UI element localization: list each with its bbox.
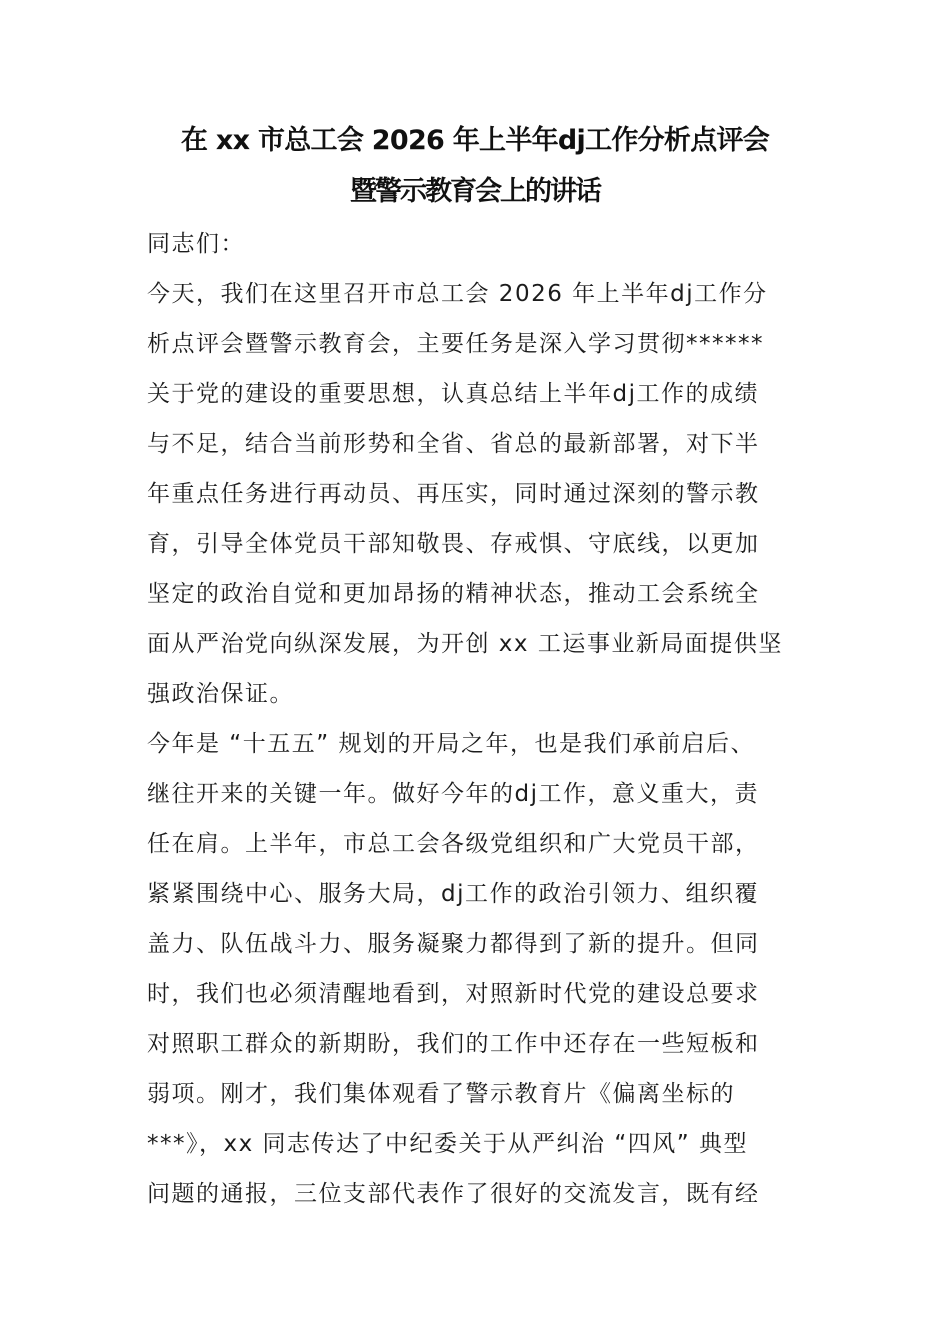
document-title-line-2: 暨警示教育会上的讲话 (350, 176, 600, 207)
paragraph-2-line: 弱项。刚才，我们集体观看了警示教育片《偏离坐标的 (147, 1081, 735, 1107)
paragraph-2-line: 任在肩。上半年，市总工会各级党组织和广大党员干部， (147, 831, 760, 857)
paragraph-1-line: 坚定的政治自觉和更加昂扬的精神状态，推动工会系统全 (147, 581, 760, 607)
paragraph-2-line: 紧紧围绕中心、服务大局，dj工作的政治引领力、组织覆 (147, 881, 759, 907)
paragraph-1-line: 年重点任务进行再动员、再压实，同时通过深刻的警示教 (147, 481, 760, 507)
paragraph-1-line: 强政治保证。 (147, 681, 294, 707)
paragraph-1-line: 关于党的建设的重要思想，认真总结上半年dj工作的成绩 (147, 381, 759, 407)
paragraph-1-line: 与不足，结合当前形势和全省、省总的最新部署，对下半 (147, 431, 760, 457)
document-title-line-1: 在 xx 市总工会 2026 年上半年dj工作分析点评会 (180, 125, 770, 156)
paragraph-2-line: 今年是 “十五五” 规划的开局之年，也是我们承前启后、 (147, 731, 755, 757)
paragraph-2-line: 问题的通报，三位支部代表作了很好的交流发言，既有经 (147, 1181, 760, 1207)
paragraph-2-line: 时，我们也必须清醒地看到，对照新时代党的建设总要求 (147, 981, 760, 1007)
paragraph-2-line: 继往开来的关键一年。做好今年的dj工作，意义重大，责 (147, 781, 759, 807)
paragraph-1-line: 析点评会暨警示教育会，主要任务是深入学习贯彻****** (147, 331, 764, 357)
paragraph-1-line: 今天，我们在这里召开市总工会 2026 年上半年dj工作分 (147, 281, 768, 307)
paragraph-2-line: ***》，xx 同志传达了中纪委关于从严纠治 “四风” 典型 (147, 1131, 748, 1157)
paragraph-1-line: 育，引导全体党员干部知敬畏、存戒惧、守底线，以更加 (147, 531, 760, 557)
paragraph-2-line: 对照职工群众的新期盼，我们的工作中还存在一些短板和 (147, 1031, 760, 1057)
paragraph-2-line: 盖力、队伍战斗力、服务凝聚力都得到了新的提升。但同 (147, 931, 760, 957)
salutation: 同志们： (147, 231, 245, 257)
paragraph-1-line: 面从严治党向纵深发展，为开创 xx 工运事业新局面提供坚 (147, 631, 783, 657)
